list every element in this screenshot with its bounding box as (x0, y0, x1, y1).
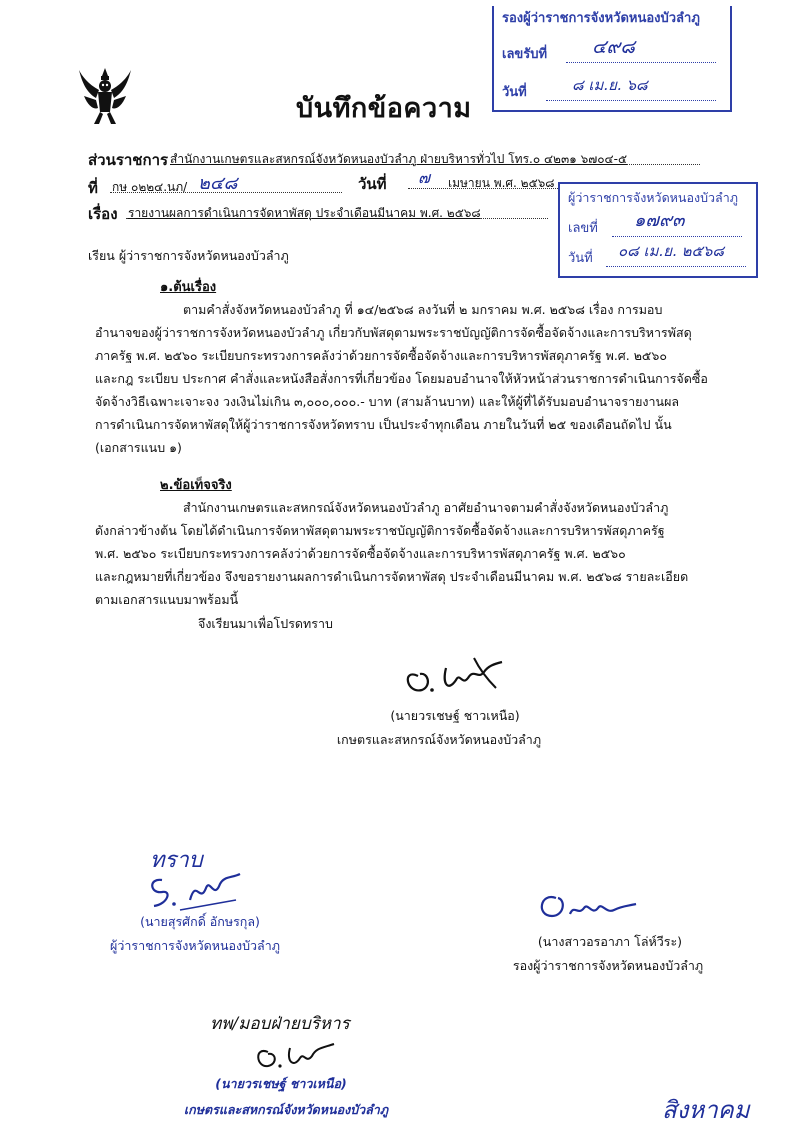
subject-value: รายงานผลการดำเนินการจัดหาพัสดุ ประจำเดือนมีนาคม พ.ศ. ๒๕๖๘ (128, 206, 481, 220)
date-label: วันที่ (358, 175, 387, 193)
bottom-stamp-position: เกษตรและสหกรณ์จังหวัดหนองบัวลำภู (183, 1102, 389, 1117)
section2-line: ดังกล่าวข้างต้น โดยได้ดำเนินการจัดหาพัสดุตามพระราชบัญญัติการจัดซื้อจัดจ้างและการบริหารพัสดุภาครัฐ (95, 523, 665, 538)
governor-stamp-title: ผู้ว่าราชการจังหวัดหนองบัวลำภู (568, 190, 738, 205)
governor-stamp-number-value: ๑๗๙๓ (634, 210, 685, 231)
deputy-position: รองผู้ว่าราชการจังหวัดหนองบัวลำภู (512, 958, 704, 973)
salutation: เรียน ผู้ว่าราชการจังหวัดหนองบัวลำภู (88, 248, 289, 263)
section1-line: การดำเนินการจัดหาพัสดุให้ผู้ว่าราชการจังหวัดทราบ เป็นประจำทุกเดือน ภายในวันที่ ๒๕ ของเดือนถัดไป นั้น (95, 417, 672, 432)
section1-line: (เอกสารแนบ ๑) (95, 440, 182, 455)
section2-line: สำนักงานเกษตรและสหกรณ์จังหวัดหนองบัวลำภู อาศัยอำนาจตามคำสั่งจังหวัดหนองบัวลำภู (183, 500, 669, 515)
section1-line: และกฎ ระเบียบ ประกาศ คำสั่งและหนังสือสั่งการที่เกี่ยวข้อง โดยมอบอำนาจให้หัวหน้าส่วนราชการดำเนินการจัดซื้อ (95, 371, 708, 386)
section1-line: ภาครัฐ พ.ศ. ๒๕๖๐ ระเบียบกระทรวงการคลังว่าด้วยการจัดซื้อจัดจ้างและการบริหารพัสดุภาครัฐ พ.ศ. ๒๕๖๐ (95, 348, 667, 363)
governor-note: ทราบ (150, 848, 203, 873)
deputy-name: (นางสาวอรอาภา โล่ห์วีระ) (537, 934, 683, 949)
signer-name: (นายวรเชษฐ์ ชาวเหนือ) (390, 708, 520, 723)
deputy-stamp-receive-value: ๔๙๘ (592, 36, 635, 58)
section1-line: ตามคำสั่งจังหวัดหนองบัวลำภู ที่ ๑๔/๒๕๖๘ ลงวันที่ ๒ มกราคม พ.ศ. ๒๕๖๘ เรื่อง การมอบ (183, 302, 663, 317)
governor-receive-stamp (558, 182, 758, 278)
signer-position: เกษตรและสหกรณ์จังหวัดหนองบัวลำภู (336, 732, 542, 747)
section2-heading: ๒.ข้อเท็จจริง (160, 478, 232, 493)
date-handwritten: ๗ (418, 168, 431, 187)
garuda-emblem-icon (78, 66, 132, 128)
governor-stamp-date-value: ๐๘ เม.ย. ๒๕๖๘ (618, 242, 724, 260)
bottom-signature (250, 1034, 340, 1072)
deputy-signature (530, 886, 640, 926)
section1-body (95, 300, 745, 462)
deputy-stamp-receive-label: เลขรับที่ (502, 47, 548, 62)
memo-title: บันทึกข้อความ (296, 93, 472, 124)
section1-line: จัดจ้างวิธีเฉพาะเจาะจง วงเงินไม่เกิน ๓,๐๐๐,๐๐๐.- บาท (สามล้านบาท) และให้ผู้ที่ได้รับมอบอำนาจรายงานผล (95, 394, 680, 409)
section2-line: พ.ศ. ๒๕๖๐ ระเบียบกระทรวงการคลังว่าด้วยการจัดซื้อจัดจ้างและการบริหารพัสดุภาครัฐ พ.ศ. ๒๕๖๐ (95, 546, 626, 561)
signer-signature (398, 650, 508, 700)
ref-label: ที่ (88, 179, 98, 197)
bottom-stamp-name: (นายวรเชษฐ์ ชาวเหนือ) (215, 1076, 347, 1091)
closing-line: จึงเรียนมาเพื่อโปรดทราบ (198, 616, 333, 631)
bottom-right-handwriting: สิงหาคม (662, 1096, 750, 1124)
agency-value: สำนักงานเกษตรและสหกรณ์จังหวัดหนองบัวลำภู ฝ่ายบริหารทั่วไป โทร.๐ ๔๒๓๑ ๖๗๐๔-๕ (170, 152, 628, 166)
governor-name: (นายสุรศักดิ์ อักษรกุล) (140, 914, 260, 929)
section2-line: ตามเอกสารแนบมาพร้อมนี้ (95, 592, 239, 607)
deputy-stamp-date-value: ๘ เม.ย. ๖๘ (572, 76, 648, 94)
governor-stamp-number-label: เลขที่ (568, 221, 598, 236)
deputy-stamp-title: รองผู้ว่าราชการจังหวัดหนองบัวลำภู (502, 11, 700, 26)
agency-label: ส่วนราชการ (88, 151, 169, 169)
ref-handwritten: ๒๔๘ (198, 173, 238, 194)
deputy-receive-stamp (492, 6, 732, 112)
date-value: เมษายน พ.ศ. ๒๕๖๘ (448, 176, 555, 190)
section2-body (95, 498, 745, 614)
section2-line: และกฎหมายที่เกี่ยวข้อง จึงขอรายงานผลการดำเนินการจัดหาพัสดุ ประจำเดือนมีนาคม พ.ศ. ๒๕๖๘ รายละเอียด (95, 569, 689, 584)
section1-heading: ๑.ต้นเรื่อง (160, 280, 217, 295)
governor-signature (140, 870, 250, 914)
governor-position: ผู้ว่าราชการจังหวัดหนองบัวลำภู (110, 938, 280, 953)
governor-stamp-date-label: วันที่ (568, 251, 593, 266)
ref-value: กษ ๐๒๒๔.นภ/ (112, 180, 188, 194)
deputy-stamp-date-label: วันที่ (502, 85, 527, 100)
bottom-handwritten-note: ทพ/มอบฝ่ายบริหาร (210, 1014, 350, 1034)
section1-line: อำนาจของผู้ว่าราชการจังหวัดหนองบัวลำภู เกี่ยวกับพัสดุตามพระราชบัญญัติการจัดซื้อจัดจ้างและการบริหารพัสดุ (95, 325, 692, 340)
subject-label: เรื่อง (88, 205, 118, 223)
